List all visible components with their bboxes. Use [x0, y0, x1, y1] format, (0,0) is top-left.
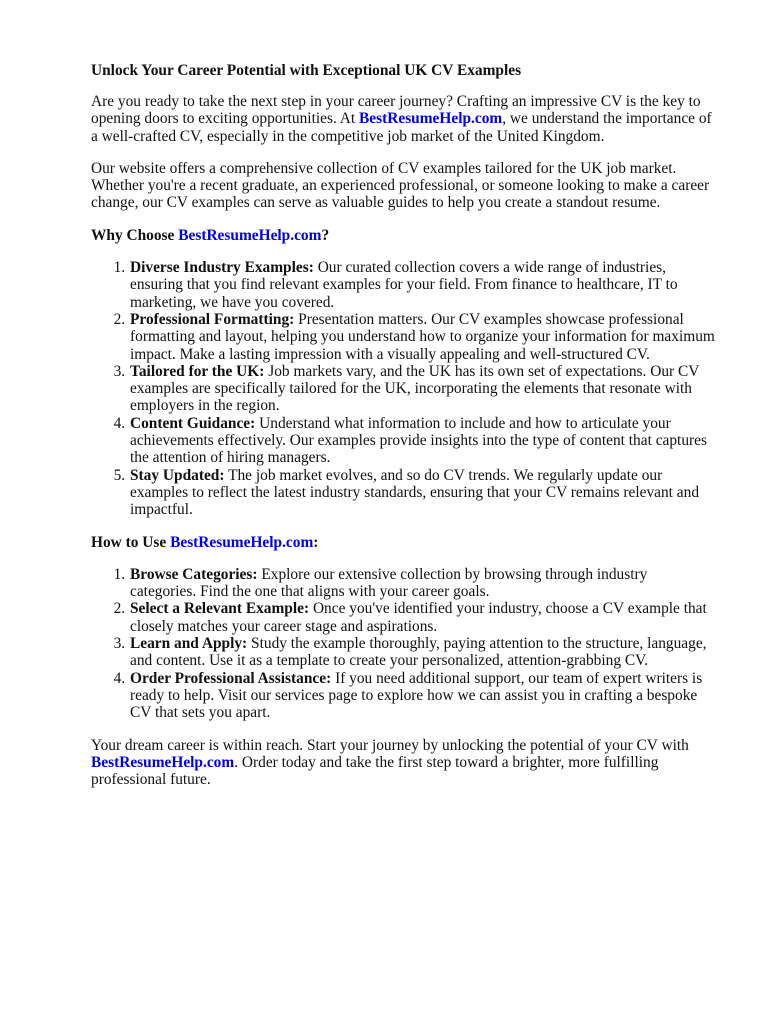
intro-text-end: , we understand the importance of a well-crafted CV, especially in the competitive job market of the United Kingdom. — [91, 110, 712, 145]
list-item-text: Explore our extensive collection by browsing through industry categories. Find the one that aligns with your career goals. — [130, 565, 648, 601]
list-item-title: Browse Categories: — [130, 565, 258, 583]
how-heading-end: : — [313, 533, 319, 551]
list-item — [129, 600, 716, 635]
list-item-title: Order Professional Assistance: — [130, 669, 332, 687]
closing-text-end: . Order today and take the first step toward a brighter, more fulfilling professional future. — [91, 753, 659, 789]
why-heading — [91, 227, 716, 244]
how-heading — [91, 534, 716, 551]
list-item-text: Once you've identified your industry, choose a CV example that closely matches your career stage and aspirations. — [130, 600, 707, 635]
why-list — [91, 259, 716, 518]
list-item — [129, 415, 716, 467]
how-list — [91, 566, 716, 722]
list-item-title: Stay Updated: — [130, 466, 225, 484]
brand-link[interactable]: BestResumeHelp.com — [178, 226, 322, 244]
list-item — [129, 467, 716, 519]
offer-paragraph: Our website offers a comprehensive collection of CV examples tailored for the UK job market. Whether you're a recent graduate, an experienced professional, or someone looking to make a career change, our CV examples can serve as valuable guides to help you create a standout resume. — [91, 159, 710, 212]
list-item-text: Presentation matters. Our CV examples showcase professional formatting and layout, helping you understand how to organize your information for maximum impact. Make a lasting impression with a visually appealing and well-structured CV. — [130, 310, 715, 363]
list-item — [129, 259, 716, 311]
why-heading-end: ? — [321, 226, 330, 244]
list-item-title: Diverse Industry Examples: — [130, 259, 314, 277]
list-item-text: The job market evolves, and so do CV trends. We regularly update our examples to reflect the latest industry standards, ensuring that your CV remains relevant and impactful. — [130, 466, 700, 519]
list-item-title: Learn and Apply: — [130, 635, 248, 653]
list-item — [129, 670, 716, 722]
list-item-title: Select a Relevant Example: — [130, 600, 310, 618]
list-item — [129, 566, 716, 601]
list-item-title: Professional Formatting: — [130, 310, 295, 328]
list-item-text: Understand what information to include and how to articulate your achievements effectively. Our examples provide insights into the type of content that captures the attention of hiring managers. — [130, 414, 707, 467]
list-item-title: Tailored for the UK: — [130, 362, 265, 380]
list-item-text: Job markets vary, and the UK has its own set of expectations. Our CV examples are specifically tailored for the UK, incorporating the elements that resonate with employers in the region. — [130, 362, 700, 415]
list-item-text: If you need additional support, our team of expert writers is ready to help. Visit our services page to explore how we can assist you in crafting a bespoke CV that sets you apart. — [130, 669, 703, 722]
intro-paragraph — [91, 93, 716, 145]
why-heading-start: Why Choose — [91, 226, 179, 244]
closing-text-start: Your dream career is within reach. Start your journey by unlocking the potential of your CV with — [91, 736, 689, 754]
list-item-title: Content Guidance: — [130, 414, 256, 432]
list-item — [129, 635, 716, 670]
brand-link[interactable]: BestResumeHelp.com — [359, 110, 503, 128]
list-item — [129, 363, 716, 415]
intro-text-start: Are you ready to take the next step in your career journey? Crafting an impressive CV is the key to opening doors to exciting opportunities. At — [91, 93, 701, 128]
brand-link[interactable]: BestResumeHelp.com — [91, 753, 235, 771]
page-title: Unlock Your Career Potential with Exceptional UK CV Examples — [91, 62, 522, 79]
list-item-text: Study the example thoroughly, paying attention to the structure, language, and content. Use it as a template to create your personalized, attention-grabbing CV. — [130, 635, 707, 670]
list-item — [129, 311, 716, 363]
list-item-text: Our curated collection covers a wide range of industries, ensuring that you find relevant examples for your field. From finance to healthcare, IT to marketing, we have you covered. — [130, 259, 678, 311]
brand-link[interactable]: BestResumeHelp.com — [170, 533, 314, 551]
how-heading-start: How to Use — [91, 533, 171, 551]
closing-paragraph — [91, 737, 716, 789]
